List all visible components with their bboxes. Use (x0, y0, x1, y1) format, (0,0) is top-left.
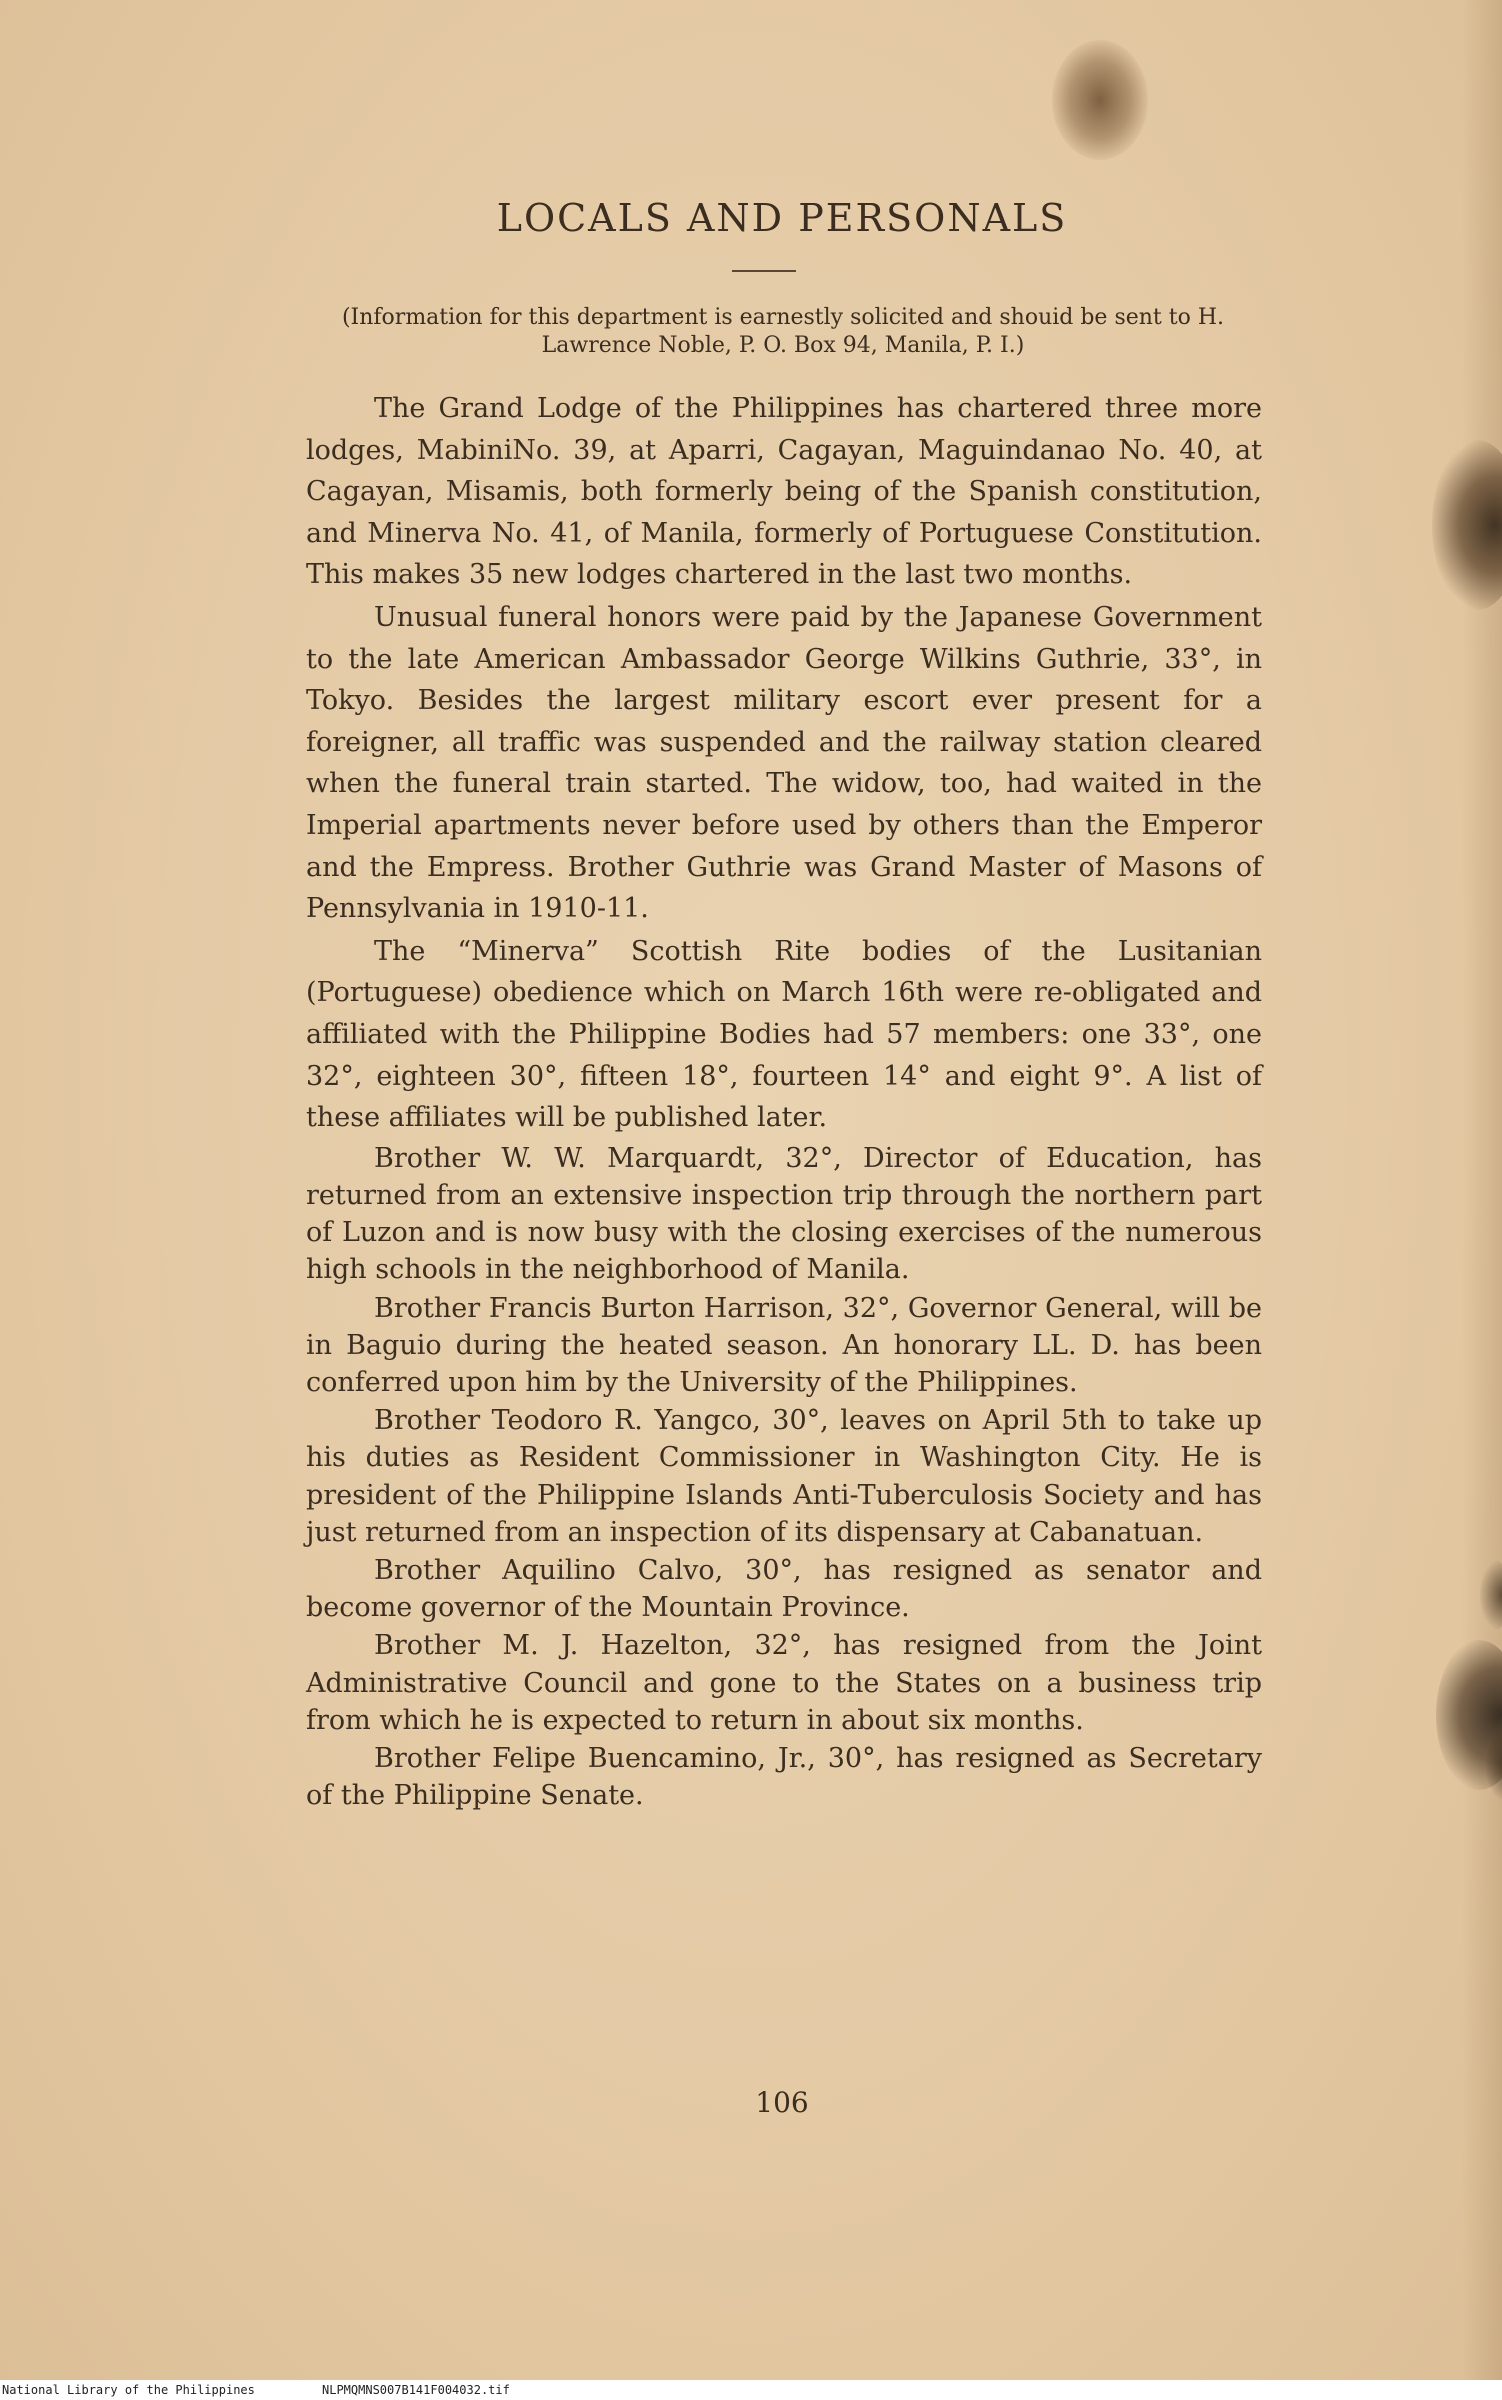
paragraph-calvo: Brother Aquilino Calvo, 30°, has resigned as senator and become governor of the Mountain Province. (306, 1554, 1262, 1624)
paragraph-harrison: Brother Francis Burton Harrison, 32°, Governor General, will be in Baguio during the heated season. An honorary LL. D. has been conferred upon him by the University of the Philippines. (306, 1292, 1262, 1398)
article-body (306, 388, 1262, 1815)
paragraph-yangco: Brother Teodoro R. Yangco, 30°, leaves on April 5th to take up his duties as Resident Commissioner in Washington City. He is president of the Philippine Islands Anti-Tuberculosis Society and has just returned from an inspection of its dispensary at Cabanatuan. (306, 1405, 1262, 1548)
submission-note: (Information for this department is earnestly solicited and shouid be sent to H. Lawrence Noble, P. O. Box 94, Manila, P. I.) (341, 305, 1225, 358)
page-title: LOCALS AND PERSONALS (496, 196, 1068, 240)
burn-mark-right-edge (1480, 1560, 1502, 1630)
title-divider (732, 270, 796, 272)
ink-stain-top (1052, 40, 1148, 160)
paper-edge-shadow (1462, 0, 1502, 2380)
paragraph-buencamino: Brother Felipe Buencamino, Jr., 30°, has resigned as Secretary of the Philippine Senate. (306, 1742, 1262, 1812)
paragraph-hazelton: Brother M. J. Hazelton, 32°, has resigned from the Joint Administrative Council and gone to the States on a business trip from which he is expected to return in about six months. (306, 1630, 1262, 1736)
scan-footer (0, 2380, 1502, 2400)
paragraph-new-lodges: The Grand Lodge of the Philippines has chartered three more lodges, MabiniNo. 39, at Aparri, Cagayan, Maguindanao No. 40, at Cagayan, Misamis, both formerly being of the Spanish constitution, and Minerva No. 41, of Manila, formerly of Portuguese Constitution. This makes 35 new lodges chartered in the last two months. (306, 393, 1262, 591)
paragraph-guthrie-funeral: Unusual funeral honors were paid by the Japanese Government to the late American Ambassador George Wilkins Guthrie, 33°, in Tokyo. Besides the largest military escort ever present for a foreigner, all traffic was suspended and the railway station cleared when the funeral train started. The widow, too, had waited in the Imperial apartments never before used by others than the Emperor and the Empress. Brother Guthrie was Grand Master of Masons of Pennsylvania in 1910-11. (306, 601, 1262, 925)
paragraph-minerva-bodies: The “Minerva” Scottish Rite bodies of the Lusitanian (Portuguese) obedience which on March 16th were re-obligated and affiliated with the Philippine Bodies had 57 members: one 33°, one 32°, eighteen 30°, fifteen 18°, fourteen 14° and eight 9°. A list of these affiliates will be published later. (306, 935, 1262, 1134)
footer-library-name: National Library of the Philippines (2, 2383, 255, 2397)
page-number: 106 (755, 2086, 809, 2119)
footer-file-name: NLPMQMNS007B141F004032.tif (322, 2383, 510, 2397)
paragraph-marquardt: Brother W. W. Marquardt, 32°, Director of Education, has returned from an extensive inspection trip through the northern part of Luzon and is now busy with the closing exercises of the numerous high schools in the neighborhood of Manila. (306, 1142, 1262, 1286)
